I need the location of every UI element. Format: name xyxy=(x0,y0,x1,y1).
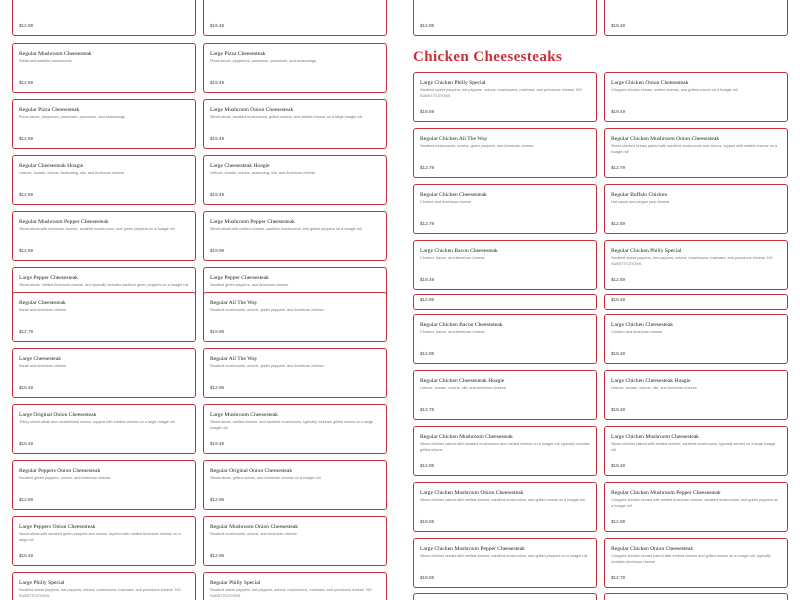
menu-item-description: Sautéed green peppers, onions, and American cheese xyxy=(19,476,111,480)
menu-item-card-chicken-top-right-0[interactable] xyxy=(604,0,788,36)
menu-item-name: Large Chicken Bacon Cheesesteak xyxy=(420,248,498,254)
menu-item-description: Chopped chicken breast with melted American cheese, sautéed mushrooms, and green peppers on a hoagie roll xyxy=(611,498,779,508)
menu-item-description: Lettuce, tomato, onions, oils, and American cheese xyxy=(420,386,506,390)
menu-item-description: Sliced chicken breast paired with sautéed mushrooms and onions, topped with melted cheese on a hoagie roll xyxy=(611,144,778,154)
menu-item-name: Large Chicken Philly Special xyxy=(420,80,486,86)
menu-item-description: Sliced steak, melted American cheese, and typically includes sautéed green peppers on a hoagie roll xyxy=(19,283,189,287)
menu-item-description: Steak and American cheese xyxy=(19,308,67,312)
menu-item-price: $19.49 xyxy=(611,297,626,302)
menu-item-description: Sliced chicken breast with melted cheese, sautéed mushrooms, and grilled peppers on a hoagie roll xyxy=(420,554,588,558)
menu-item-price: $12.89 xyxy=(611,221,626,226)
menu-item-price: $12.79 xyxy=(420,407,435,412)
menu-item-price: $12.89 xyxy=(19,497,34,502)
menu-item-price: $12.79 xyxy=(420,221,435,226)
menu-item-price: $19.99 xyxy=(210,248,225,253)
menu-item-name: Regular Chicken Mushroom Onion Cheesesteak xyxy=(611,136,720,142)
menu-item-card-large-pizza-cheesesteak[interactable] xyxy=(203,43,387,93)
menu-item-card-large-mushroom-onion-cheesesteak[interactable] xyxy=(203,99,387,149)
menu-item-description: Lettuce, tomato, onions, seasoning, oils, and American cheese xyxy=(19,171,125,175)
menu-item-description: Steak and American cheese xyxy=(19,364,67,368)
menu-item-price: $12.89 xyxy=(19,80,34,85)
menu-item-price: $19.59 xyxy=(420,575,435,580)
menu-item-price: $19.49 xyxy=(19,553,34,558)
menu-item-name: Regular All The Way xyxy=(210,300,258,306)
menu-item-description: Pizza sauce, pepperoni, parmesan, provolone, and seasonings xyxy=(19,115,125,119)
menu-item-card-large-chicken-mushroom-pepper-cheesesteak[interactable] xyxy=(413,538,597,588)
menu-item-description: Sliced steak with melted cheese, sautéed mushrooms, and grilled peppers on a hoagie roll xyxy=(210,227,362,231)
menu-item-name: Large Pepper Cheesesteak xyxy=(210,275,269,281)
menu-item-card-regular-all-the-way[interactable] xyxy=(203,348,387,398)
menu-item-card-left-column-a-0[interactable] xyxy=(12,0,196,36)
menu-item-name: Large Pepper Cheesesteak xyxy=(19,275,78,281)
menu-item-price: $12.79 xyxy=(420,165,435,170)
menu-item-name: Large Chicken Cheesesteak Hoagie xyxy=(611,378,691,384)
menu-item-price: $12.79 xyxy=(611,165,626,170)
menu-item-card-regular-chicken-cheesesteak[interactable] xyxy=(413,184,597,234)
menu-item-price: $12.89 xyxy=(611,277,626,282)
menu-item-name: Large Cheesesteak Hoagie xyxy=(210,163,270,169)
menu-item-card-large-mushroom-pepper-cheesesteak[interactable] xyxy=(203,211,387,261)
menu-item-name: Large Mushroom Pepper Cheesesteak xyxy=(210,219,295,225)
menu-item-card-regular-mushroom-onion-cheesesteak[interactable] xyxy=(203,516,387,566)
menu-item-price: $19.59 xyxy=(420,109,435,114)
menu-item-description: Chopped chicken breast paired with melted cheese and grilled onions on a hoagie roll, typically includes American cheese xyxy=(611,554,771,564)
menu-item-name: Regular Chicken All The Way xyxy=(420,136,488,142)
menu-item-card-regular-chicken-mushroom-pepper-cheesesteak[interactable] xyxy=(604,482,788,532)
menu-item-description: Thinly sliced steak and caramelized onions, topped with melted cheese on a large hoagie roll xyxy=(19,420,175,424)
menu-item-name: Large Peppers Onion Cheesesteak xyxy=(19,524,96,530)
menu-item-name: Regular Cheesesteak xyxy=(19,300,66,306)
menu-item-price: $12.89 xyxy=(19,136,34,141)
menu-item-price: $19.49 xyxy=(420,277,435,282)
menu-item-card-chicken-bottom-right-6[interactable] xyxy=(604,593,788,600)
menu-item-name: Large Chicken Cheesesteak xyxy=(611,322,674,328)
menu-item-name: Large Mushroom Cheesesteak xyxy=(210,412,278,418)
menu-item-price: $12.89 xyxy=(210,385,225,390)
menu-item-card-large-cheesesteak-hoagie[interactable] xyxy=(203,155,387,205)
menu-item-card-large-mushroom-cheesesteak[interactable] xyxy=(203,404,387,454)
menu-item-name: Regular Mushroom Pepper Cheesesteak xyxy=(19,219,109,225)
menu-item-price: $19.49 xyxy=(611,109,626,114)
menu-item-description: Lettuce, tomato, onions, seasoning, oils, and American cheese xyxy=(210,171,316,175)
menu-item-price: $12.89 xyxy=(611,519,626,524)
menu-item-description: Sautéed sweet peppers, hot peppers, onions, mushrooms, marinara, and provolone cheese. NO SUBSTITUTIONS xyxy=(19,588,181,598)
menu-item-description: Sliced chicken paired with melted cheese, sautéed mushrooms, and grilled onions on a hoagie roll xyxy=(420,498,585,502)
menu-item-price: $12.89 xyxy=(19,192,34,197)
menu-item-name: Regular Chicken Mushroom Cheesesteak xyxy=(420,434,513,440)
menu-item-price: $12.89 xyxy=(420,297,435,302)
menu-item-name: Large Cheesesteak xyxy=(19,356,61,362)
menu-item-price: $19.49 xyxy=(210,80,225,85)
menu-item-card-large-chicken-cheesesteak-hoagie[interactable] xyxy=(604,370,788,420)
menu-item-description: Lettuce, tomato, onions, oils, and American cheese xyxy=(611,386,697,390)
menu-item-description: Chicken, bacon, and American cheese xyxy=(420,330,485,334)
menu-item-price: $12.89 xyxy=(420,351,435,356)
menu-item-price: $12.89 xyxy=(19,248,34,253)
menu-item-card-right-column-a-0[interactable] xyxy=(203,0,387,36)
menu-item-name: Large Mushroom Onion Cheesesteak xyxy=(210,107,294,113)
menu-item-name: Large Chicken Mushroom Onion Cheesesteak xyxy=(420,490,524,496)
menu-item-card-chicken-bottom-left-0[interactable] xyxy=(413,294,597,310)
menu-item-name: Regular Cheesesteak Hoagie xyxy=(19,163,84,169)
menu-item-card-regular-all-the-way[interactable] xyxy=(203,292,387,342)
menu-item-name: Large Pizza Cheesesteak xyxy=(210,51,266,57)
menu-item-price: $12.89 xyxy=(210,497,225,502)
menu-item-price: $12.89 xyxy=(210,553,225,558)
menu-item-price: $19.49 xyxy=(210,192,225,197)
menu-item-card-regular-chicken-philly-special[interactable] xyxy=(604,240,788,290)
menu-item-card-large-chicken-onion-cheesesteak[interactable] xyxy=(604,72,788,122)
menu-item-description: Chicken, bacon, and American cheese xyxy=(420,256,485,260)
menu-item-description: Sautéed green peppers, and American cheese xyxy=(210,283,289,287)
menu-item-card-regular-cheesesteak[interactable] xyxy=(12,292,196,342)
menu-item-price: $19.99 xyxy=(210,329,225,334)
menu-item-description: Hot sauce and pepper jack cheese xyxy=(611,200,670,204)
menu-item-description: Sautéed sweet peppers, hot peppers, onions, mushrooms, marinara, and provolone cheese. NO SUBSTITUTIONS xyxy=(420,88,582,98)
menu-item-name: Regular Chicken Philly Special xyxy=(611,248,682,254)
menu-item-name: Regular Chicken Cheesesteak xyxy=(420,192,487,198)
menu-item-card-large-original-onion-cheesesteak[interactable] xyxy=(12,404,196,454)
menu-item-name: Regular Chicken Bacon Cheesesteak xyxy=(420,322,503,328)
menu-item-description: Chopped chicken breast, melted cheese, and grilled onions on a hoagie roll xyxy=(611,88,738,92)
menu-item-price: $19.59 xyxy=(420,519,435,524)
menu-item-description: Sliced steak with American cheese, sautéed mushrooms, and green peppers on a hoagie roll xyxy=(19,227,175,231)
menu-item-name: Large Chicken Onion Cheesesteak xyxy=(611,80,689,86)
menu-item-description: Sautéed sweet peppers, hot peppers, onions, mushrooms, marinara, and provolone cheese. NO SUBSTITUTIONS xyxy=(210,588,372,598)
menu-item-price: $12.89 xyxy=(420,463,435,468)
menu-item-card-regular-philly-special[interactable] xyxy=(203,572,387,600)
menu-item-card-regular-chicken-onion-cheesesteak[interactable] xyxy=(604,538,788,588)
menu-item-card-regular-buffalo-chicken[interactable] xyxy=(604,184,788,234)
menu-item-card-regular-original-onion-cheesesteak[interactable] xyxy=(203,460,387,510)
menu-item-card-chicken-bottom-right-0[interactable] xyxy=(604,294,788,310)
menu-item-card-regular-mushroom-cheesesteak[interactable] xyxy=(12,43,196,93)
menu-item-card-regular-pizza-cheesesteak[interactable] xyxy=(12,99,196,149)
menu-item-description: Steak and sautéed mushrooms xyxy=(19,59,72,63)
menu-item-description: Pizza sauce, pepperoni, parmesan, provolone, and seasonings xyxy=(210,59,316,63)
menu-item-card-large-chicken-philly-special[interactable] xyxy=(413,72,597,122)
menu-item-card-large-philly-special[interactable] xyxy=(12,572,196,600)
menu-item-description: Sautéed mushrooms, onions, and American cheese xyxy=(210,532,297,536)
menu-item-card-large-peppers-onion-cheesesteak[interactable] xyxy=(12,516,196,566)
menu-item-card-chicken-bottom-left-6[interactable] xyxy=(413,593,597,600)
menu-item-price: $12.79 xyxy=(19,329,34,334)
menu-item-description: Sautéed mushrooms, onions, green peppers, and American cheese xyxy=(210,364,324,368)
menu-item-description: Sliced steak, grilled onions, and American cheese on a hoagie roll xyxy=(210,476,321,480)
menu-item-name: Regular Original Onion Cheesesteak xyxy=(210,468,293,474)
menu-item-name: Regular Buffalo Chicken xyxy=(611,192,668,198)
menu-item-price: $12.79 xyxy=(611,575,626,580)
menu-item-description: Sliced steak, melted cheese, and sautéed mushrooms, typically includes grilled onions on a large hoagie roll xyxy=(210,420,374,430)
section-title-chicken-cheesesteaks: Chicken Cheesesteaks xyxy=(413,49,563,65)
menu-item-name: Regular Philly Special xyxy=(210,580,261,586)
menu-item-name: Regular Mushroom Cheesesteak xyxy=(19,51,92,57)
menu-item-name: Regular Mushroom Onion Cheesesteak xyxy=(210,524,299,530)
menu-item-card-regular-chicken-bacon-cheesesteak[interactable] xyxy=(413,314,597,364)
menu-item-card-regular-peppers-onion-cheesesteak[interactable] xyxy=(12,460,196,510)
menu-item-price: $19.49 xyxy=(210,136,225,141)
menu-item-card-large-cheesesteak[interactable] xyxy=(12,348,196,398)
menu-item-price: $19.49 xyxy=(210,23,225,28)
menu-item-price: $19.49 xyxy=(19,385,34,390)
menu-item-card-chicken-top-left-0[interactable] xyxy=(413,0,597,36)
menu-item-card-regular-chicken-all-the-way[interactable] xyxy=(413,128,597,178)
menu-item-price: $19.49 xyxy=(611,23,626,28)
menu-item-card-regular-mushroom-pepper-cheesesteak[interactable] xyxy=(12,211,196,261)
menu-item-description: Sliced steak, sautéed mushrooms, grilled onions, and melted cheese on a large hoagie roll xyxy=(210,115,363,119)
menu-item-name: Large Chicken Mushroom Cheesesteak xyxy=(611,434,699,440)
menu-item-description: Chicken and American cheese xyxy=(420,200,472,204)
menu-item-name: Regular Chicken Mushroom Pepper Cheesesteak xyxy=(611,490,721,496)
menu-item-description: Sautéed sweet peppers, hot peppers, onions, mushrooms, marinara, and provolone cheese. NO SUBSTITUTIONS xyxy=(611,256,773,266)
menu-item-card-regular-chicken-mushroom-onion-cheesesteak[interactable] xyxy=(604,128,788,178)
menu-item-description: Sliced chicken paired with sautéed mushrooms and melted cheese on a hoagie roll, typically includes grilled onions xyxy=(420,442,590,452)
menu-item-price: $19.49 xyxy=(19,441,34,446)
menu-item-name: Regular All The Way xyxy=(210,356,258,362)
menu-item-name: Large Chicken Mushroom Pepper Cheesesteak xyxy=(420,546,525,552)
menu-item-description: Sliced chicken paired with melted cheese, sautéed mushrooms, typically served on a large hoagie roll xyxy=(611,442,776,452)
menu-item-price: $19.49 xyxy=(210,441,225,446)
menu-item-card-large-chicken-cheesesteak[interactable] xyxy=(604,314,788,364)
menu-item-name: Large Philly Special xyxy=(19,580,65,586)
menu-item-card-regular-chicken-mushroom-cheesesteak[interactable] xyxy=(413,426,597,476)
menu-item-card-regular-chicken-cheesesteak-hoagie[interactable] xyxy=(413,370,597,420)
menu-item-name: Large Original Onion Cheesesteak xyxy=(19,412,97,418)
menu-item-name: Regular Peppers Onion Cheesesteak xyxy=(19,468,101,474)
menu-item-card-large-chicken-mushroom-cheesesteak[interactable] xyxy=(604,426,788,476)
menu-item-name: Regular Pizza Cheesesteak xyxy=(19,107,80,113)
menu-item-name: Regular Chicken Cheesesteak Hoagie xyxy=(420,378,505,384)
menu-item-price: $12.89 xyxy=(420,23,435,28)
menu-item-price: $19.49 xyxy=(611,351,626,356)
menu-item-card-large-chicken-mushroom-onion-cheesesteak[interactable] xyxy=(413,482,597,532)
menu-item-price: $19.49 xyxy=(611,407,626,412)
menu-item-description: Chicken and American cheese xyxy=(611,330,663,334)
menu-item-description: Sautéed mushrooms, onions, green peppers, and American cheese xyxy=(210,308,324,312)
menu-item-price: $19.49 xyxy=(611,463,626,468)
menu-item-description: Sautéed mushrooms, onions, green peppers, and American cheese xyxy=(420,144,534,148)
menu-item-price: $12.89 xyxy=(19,23,34,28)
menu-item-name: Regular Chicken Onion Cheesesteak xyxy=(611,546,694,552)
menu-item-card-regular-cheesesteak-hoagie[interactable] xyxy=(12,155,196,205)
menu-item-description: Sliced steak with sautéed green peppers and onions, layered with melted American cheese on a large roll xyxy=(19,532,181,542)
menu-item-card-large-chicken-bacon-cheesesteak[interactable] xyxy=(413,240,597,290)
